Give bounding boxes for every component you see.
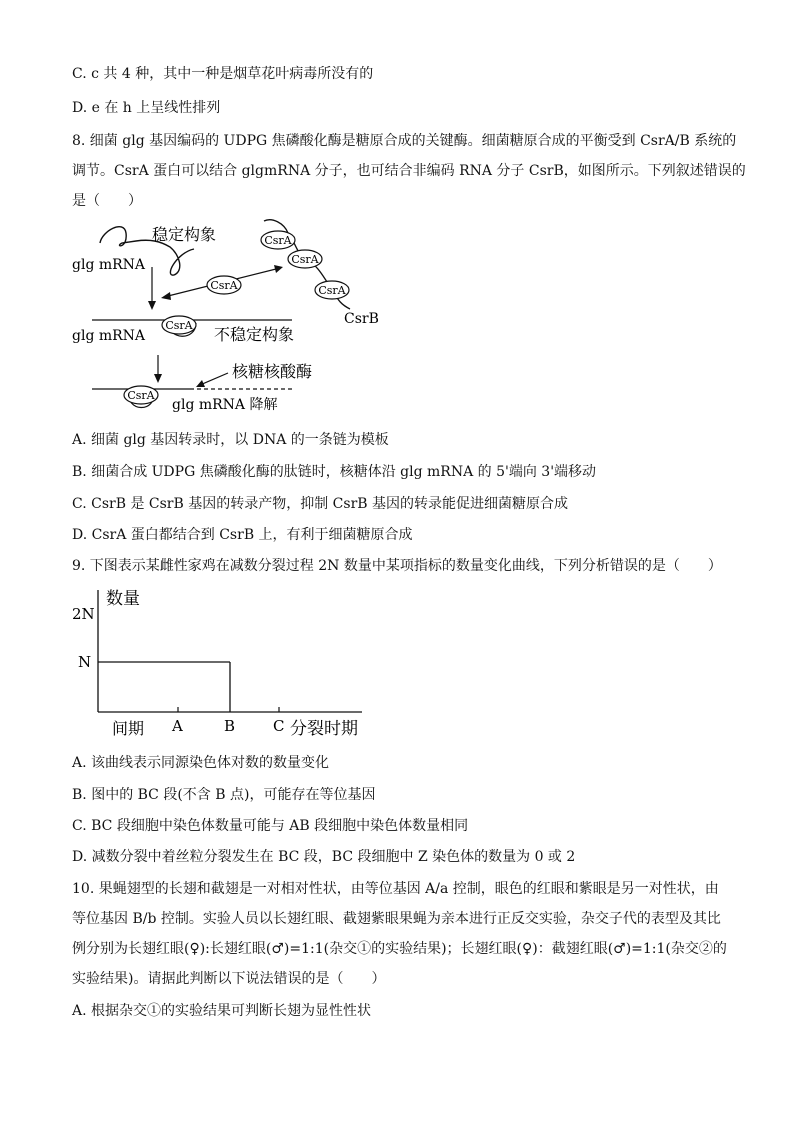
csra-regulation-diagram (72, 213, 412, 425)
down-arrow-1-head (148, 301, 156, 310)
x-label-interphase: 间期 (112, 719, 145, 738)
x-label-b: B (224, 717, 236, 735)
stable-conformation-label: 稳定构象 (152, 225, 217, 244)
q10-stem-line2: 等位基因 B/b 控制。实验人员以长翅红眼、截翅紫眼果蝇为亲本进行正反交实验，杂交子代的表型及其比 (72, 911, 721, 927)
ribonuclease-label: 核糖核酸酶 (232, 362, 313, 381)
q9-stem: 9. 下图表示某雌性家鸡在减数分裂过程 2N 数量中某项指标的数量变化曲线，下列分析错误的是（ ） (72, 558, 722, 574)
q9-option-b: B. 图中的 BC 段(不含 B 点)，可能存在等位基因 (72, 787, 376, 803)
glg-mrna-label-middle: glg mRNA (72, 328, 146, 344)
q10-stem-line1: 10. 果蝇翅型的长翅和截翅是一对相对性状，由等位基因 A/a 控制，眼色的红眼和紫眼是另一对性状，由 (72, 881, 719, 897)
q8-option-b: B. 细菌合成 UDPG 焦磷酸化酶的肽链时，核糖体沿 glg mRNA 的 5'端向 3'端移动 (72, 464, 597, 480)
ribonuclease-arrow (200, 373, 228, 385)
csra-on-csrb-3-label: CsrA (318, 284, 346, 297)
q8-stem-line2: 调节。CsrA 蛋白可以结合 glgmRNA 分子，也可结合非编码 RNA 分子 CsrB，如图所示。下列叙述错误的 (72, 163, 746, 179)
q8-option-c: C. CsrB 是 CsrB 基因的转录产物，抑制 CsrB 基因的转录能促进细菌糖原合成 (72, 496, 568, 512)
q7-option-c: C. c 共 4 种，其中一种是烟草花叶病毒所没有的 (72, 66, 374, 82)
q8-stem-line3: 是（ ） (72, 193, 142, 209)
y-tick-n: N (78, 653, 92, 671)
q8-option-a: A. 细菌 glg 基因转录时，以 DNA 的一条链为模板 (72, 432, 389, 448)
unstable-conformation-label: 不稳定构象 (214, 325, 295, 344)
q10-stem-line4: 实验结果)。请据此判断以下说法错误的是（ ） (72, 971, 386, 987)
glg-mrna-degrade-label: glg mRNA 降解 (172, 397, 278, 413)
csrb-label: CsrB (344, 311, 379, 327)
q9-line-graph (72, 588, 372, 738)
csra-on-csrb-3 (315, 281, 349, 299)
q10-stem-line3: 例分别为长翅红眼(♀):长翅红眼(♂)=1:1(杂交①的实验结果)；长翅红眼(♀)：截翅红眼(♂)=1:1(杂交②的 (72, 941, 727, 957)
y-tick-2n: 2N (72, 605, 95, 623)
double-arrow-head-left (161, 292, 171, 300)
csra-bound-mrna-label: CsrA (165, 319, 193, 332)
csra-on-csrb-2 (288, 250, 322, 268)
csra-on-csrb-1-label: CsrA (264, 234, 292, 247)
double-arrow-head-right (274, 265, 283, 273)
x-axis-label: 分裂时期 (290, 719, 358, 738)
q9-option-a: A. 该曲线表示同源染色体对数的数量变化 (72, 755, 330, 771)
csra-free-label: CsrA (210, 279, 238, 292)
glg-mrna-label-top: glg mRNA (72, 257, 146, 273)
q9-option-d: D. 减数分裂中着丝粒分裂发生在 BC 段，BC 段细胞中 Z 染色体的数量为 0 或 2 (72, 849, 576, 865)
q10-option-a: A. 根据杂交①的实验结果可判断长翅为显性性状 (72, 1003, 372, 1019)
csra-degradation (124, 386, 158, 404)
csra-free (207, 276, 241, 294)
csra-bound-mrna (162, 316, 196, 334)
q8-stem-line1: 8. 细菌 glg 基因编码的 UDPG 焦磷酸化酶是糖原合成的关键酶。细菌糖原合成的平衡受到 CsrA/B 系统的 (72, 133, 737, 149)
q8-option-d: D. CsrA 蛋白都结合到 CsrB 上，有利于细菌糖原合成 (72, 527, 413, 543)
x-label-a: A (172, 717, 183, 735)
csra-on-csrb-2-label: CsrA (291, 253, 319, 266)
x-label-c: C (273, 717, 285, 735)
y-axis-label: 数量 (106, 589, 140, 609)
csra-on-csrb-1 (261, 231, 295, 249)
down-arrow-2-head (154, 374, 162, 383)
q7-option-d: D. e 在 h 上呈线性排列 (72, 100, 221, 116)
csra-degradation-label: CsrA (127, 389, 155, 402)
q9-option-c: C. BC 段细胞中染色体数量可能与 AB 段细胞中染色体数量相同 (72, 818, 469, 834)
